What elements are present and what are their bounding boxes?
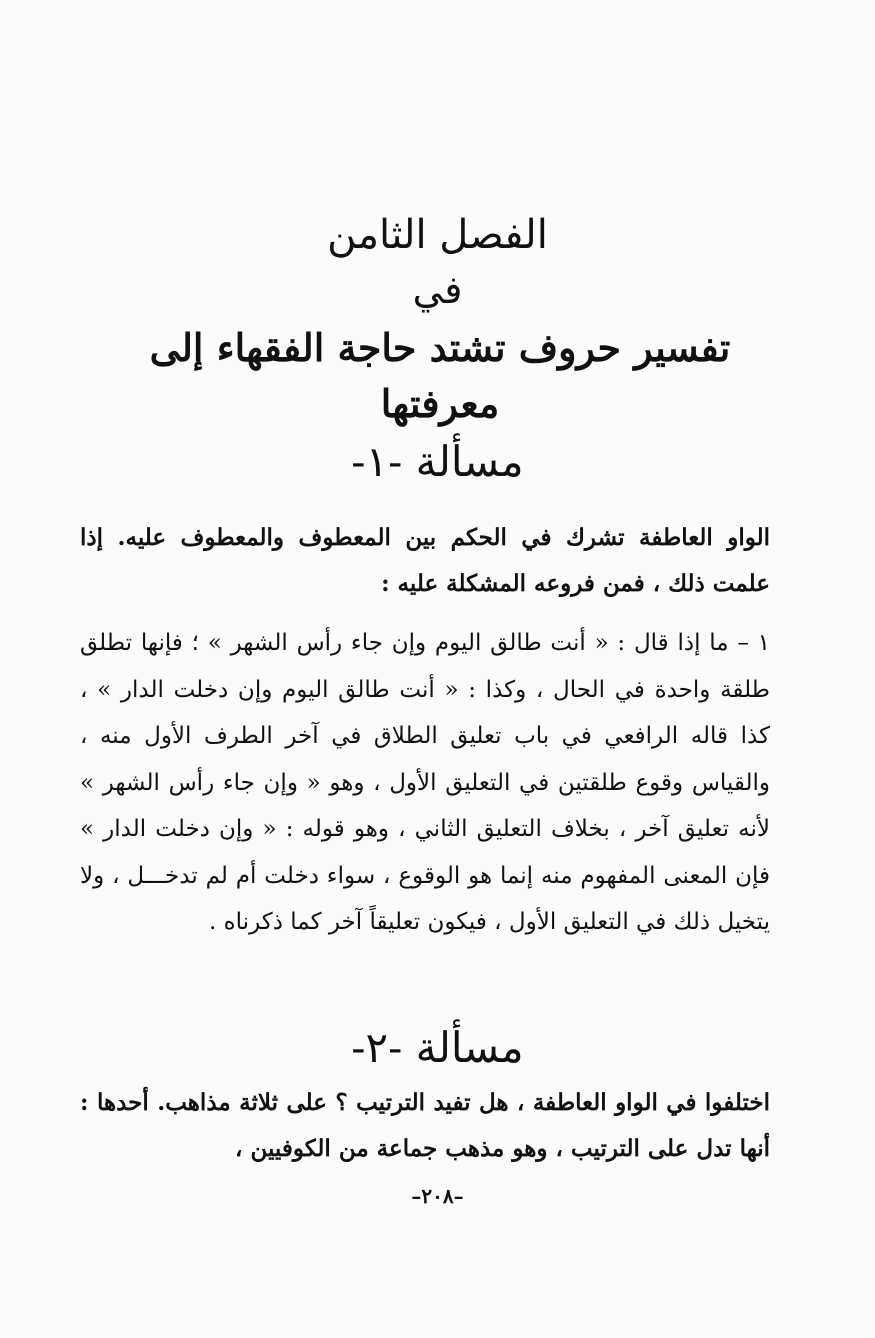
chapter-title: الفصل الثامن [327,212,548,258]
masala-2-heading: مسألة -٢- [351,1023,524,1072]
chapter-fi: في [412,268,463,312]
page-number: –٢٠٨– [411,1184,464,1208]
chapter-subtitle: تفسير حروف تشتد حاجة الفقهاء إلى معرفتها [149,325,731,426]
masala-1-heading: مسألة -١- [351,437,524,486]
masala-1-body: ١ – ما إذا قال : « أنت طالق اليوم وإن جاء رأس الشهر » ؛ فإنها تطلق طلقة واحدة في الحال ، وكذا : « أنت طالق اليوم وإن دخلت الدار » ، كذا قاله الرافعي في باب تعليق الطلاق في آخر الطرف الأول منه ، والقياس وقوع طلقتين في التعليق الأول ، وهو « وإن جاء رأس الشهر » لأنه تعليق آخر ، بخلاف التعليق الثاني ، وهو قوله : « وإن دخلت الدار » فإن المعنى المفهوم منه إنما هو الوقوع ، سواء دخلت أم لم تدخـــل ، ولا يتخيل ذلك في التعليق الأول ، فيكون تعليقاً آخر كما ذكرناه . [80,630,770,935]
masala-2-body: اختلفوا في الواو العاطفة ، هل تفيد الترتيب ؟ على ثلاثة مذاهب. أحدها : أنها تدل على الترتيب ، وهو مذهب جماعة من الكوفيين ، [80,1089,770,1162]
masala-1-intro: الواو العاطفة تشرك في الحكم بين المعطوف والمعطوف عليه. إذا علمت ذلك ، فمن فروعه المشكلة عليه : [80,524,770,597]
